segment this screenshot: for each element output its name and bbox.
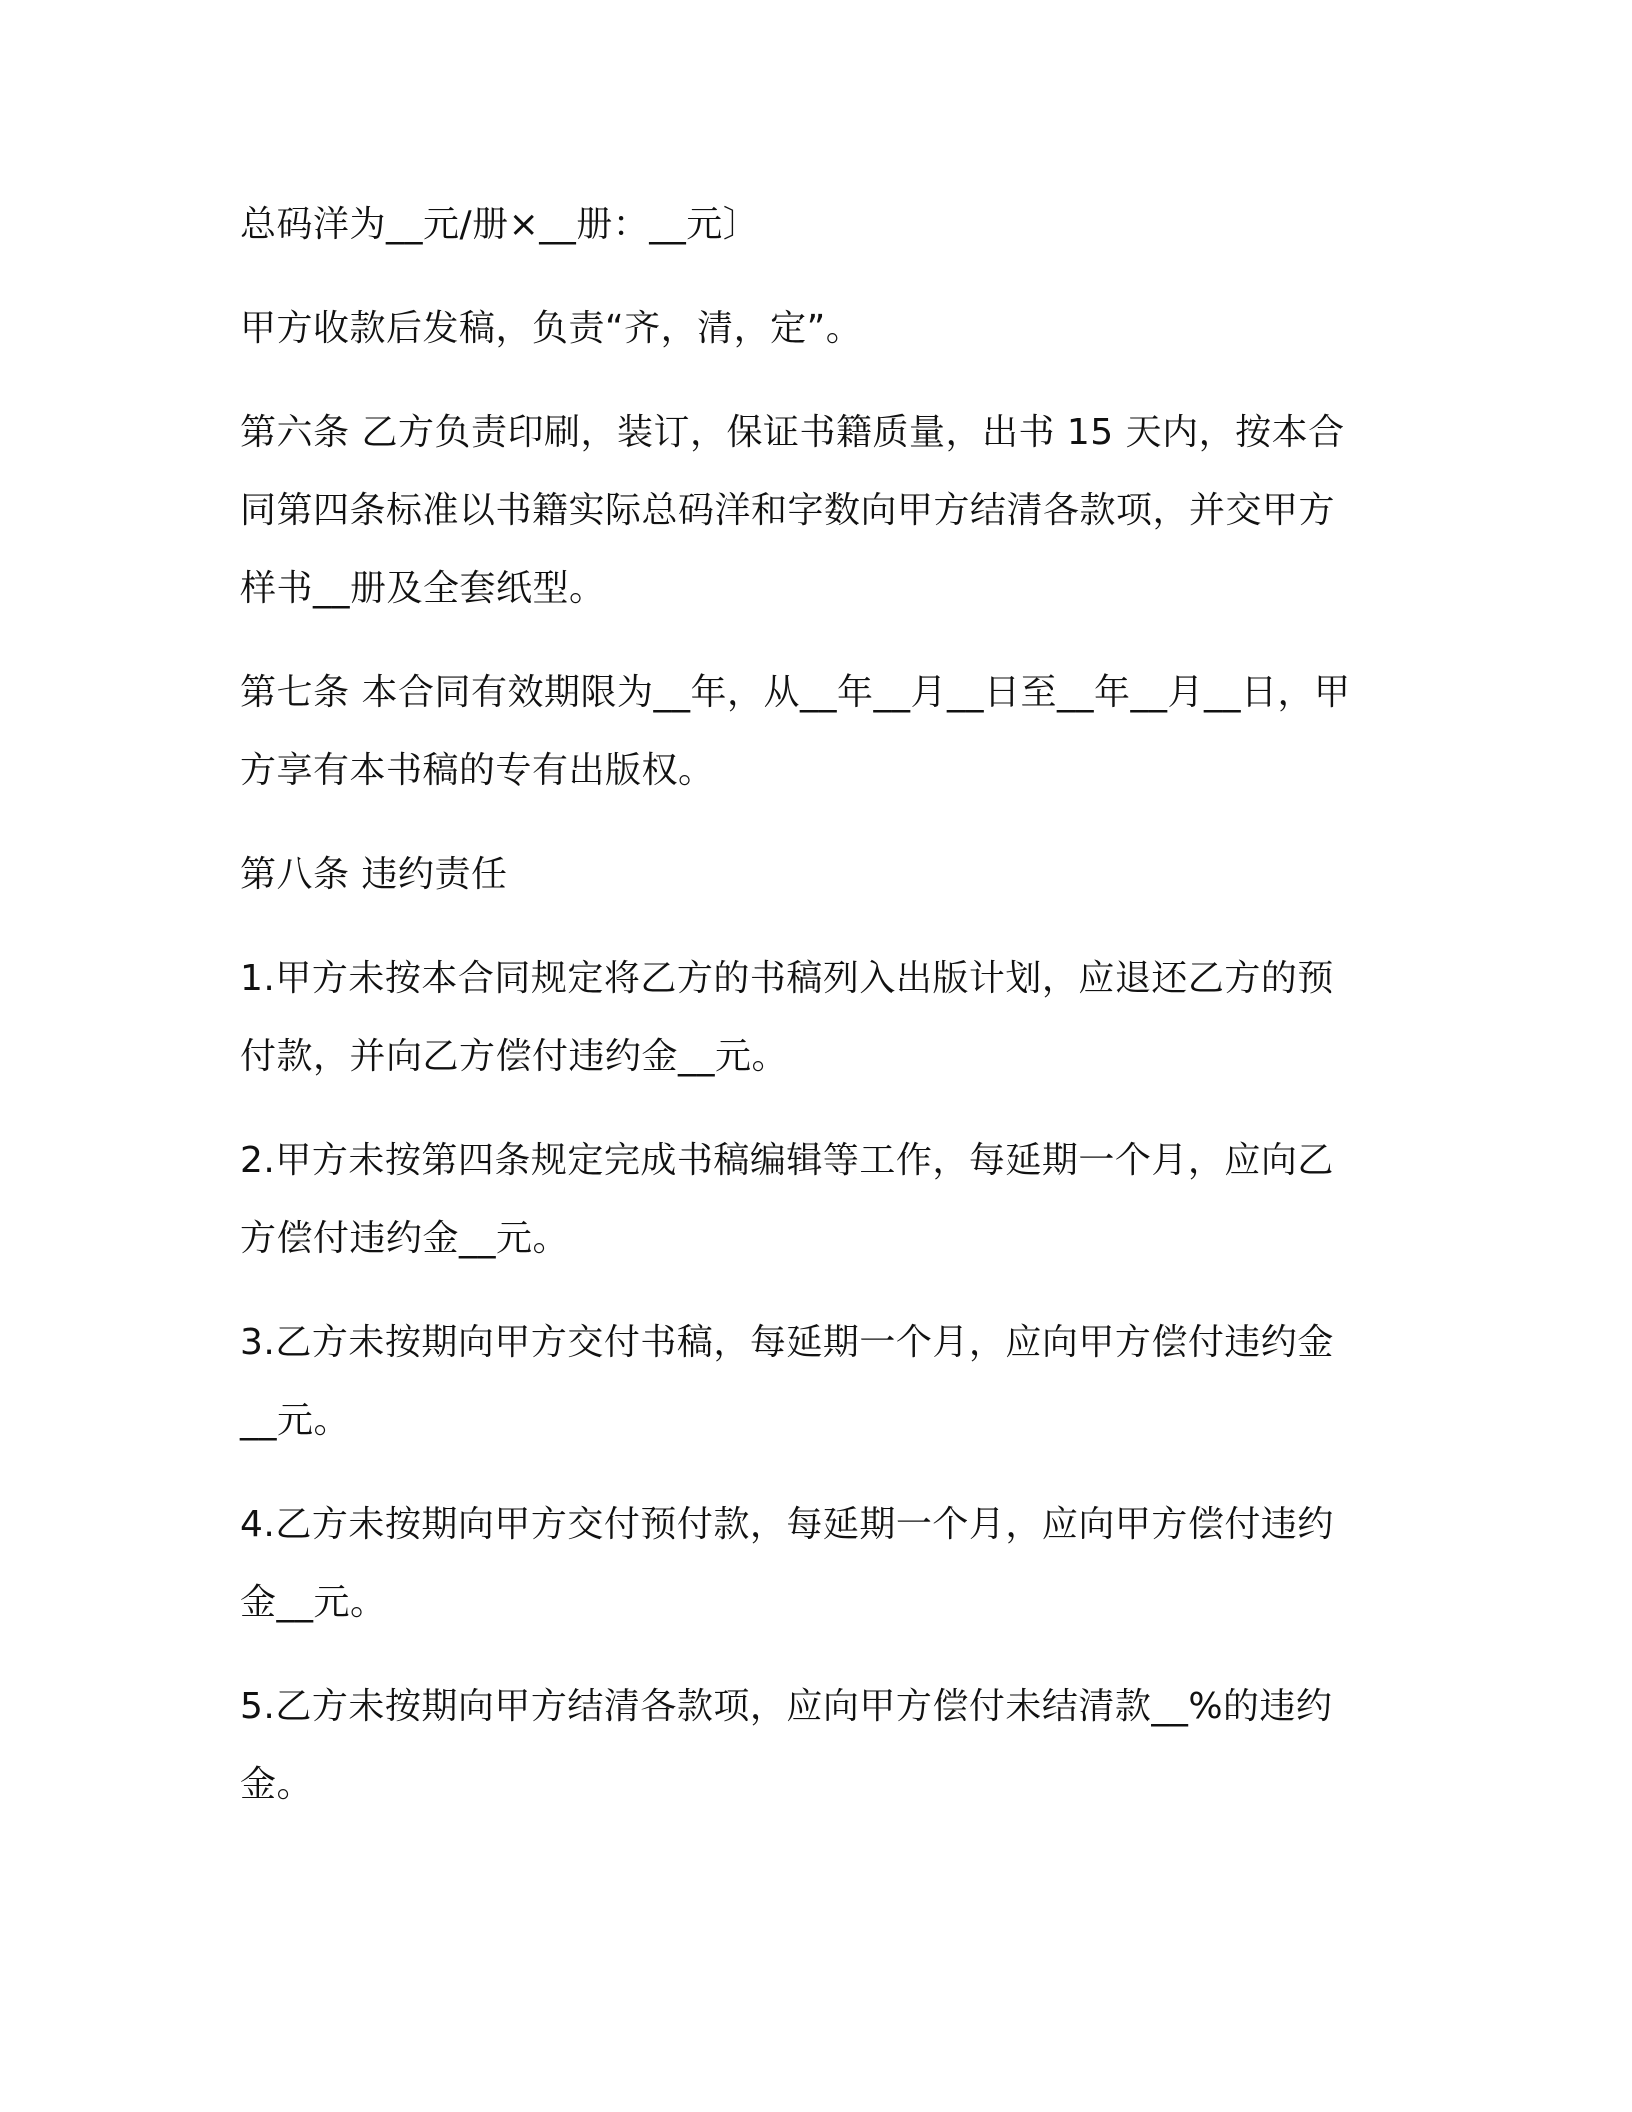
paragraph-article-7: 第七条 本合同有效期限为__年，从__年__月__日至__年__月__日，甲方享有本书稿的专有出版权。 bbox=[240, 672, 1351, 791]
document-page bbox=[240, 186, 1360, 1824]
paragraph-article-8-heading: 第八条 违约责任 bbox=[240, 854, 508, 895]
paragraph-breach-2: 2.甲方未按第四条规定完成书稿编辑等工作，每延期一个月，应向乙方偿付违约金__元。 bbox=[240, 1140, 1334, 1259]
paragraph-total-price: 总码洋为__元/册×__册：__元〕 bbox=[240, 204, 760, 245]
paragraph-breach-4: 4.乙方未按期向甲方交付预付款，每延期一个月，应向甲方偿付违约金__元。 bbox=[240, 1504, 1334, 1623]
paragraph-delivery: 甲方收款后发稿，负责“齐，清，定”。 bbox=[240, 308, 863, 349]
paragraph-breach-5: 5.乙方未按期向甲方结清各款项，应向甲方偿付未结清款__%的违约金。 bbox=[240, 1686, 1333, 1805]
paragraph-breach-3: 3.乙方未按期向甲方交付书稿，每延期一个月，应向甲方偿付违约金__元。 bbox=[240, 1322, 1334, 1441]
paragraph-article-6: 第六条 乙方负责印刷，装订，保证书籍质量，出书 15 天内，按本合同第四条标准以书籍实际总码洋和字数向甲方结清各款项，并交甲方样书__册及全套纸型。 bbox=[240, 412, 1345, 609]
paragraph-breach-1: 1.甲方未按本合同规定将乙方的书稿列入出版计划，应退还乙方的预付款，并向乙方偿付违约金__元。 bbox=[240, 958, 1334, 1077]
